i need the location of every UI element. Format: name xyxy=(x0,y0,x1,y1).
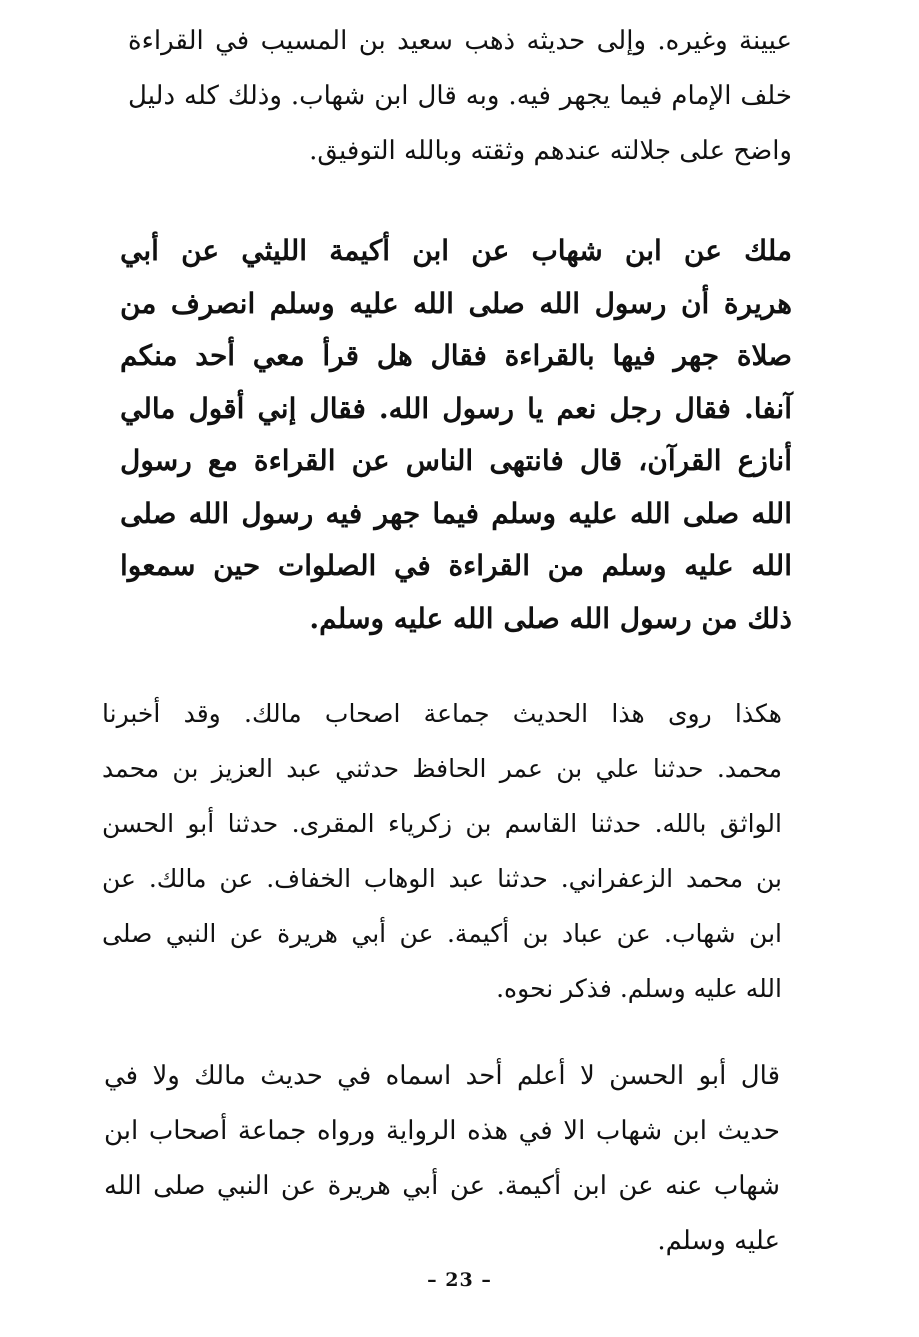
text-line: ذلك من رسول الله صلى الله عليه وسلم. xyxy=(309,601,792,635)
text-line: صلاة جهر فيها بالقراءة فقال هل قرأ معي أحد منكم xyxy=(120,339,792,372)
text-line: بن محمد الزعفراني. حدثنا عبد الوهاب الخفاف. عن مالك. عن xyxy=(102,864,782,893)
page-number: – 23 – xyxy=(427,1269,492,1291)
text-line: عليه وسلم. xyxy=(657,1226,780,1256)
paragraph-hadith-text xyxy=(120,225,792,645)
paragraph-isnad-chain xyxy=(102,686,782,1016)
text-line: أنازع القرآن، قال فانتهى الناس عن القراءة مع رسول xyxy=(120,444,792,477)
text-line: الله عليه وسلم. فذكر نحوه. xyxy=(496,974,782,1003)
text-line: عيينة وغيره. وإلى حديثه ذهب سعيد بن المسيب في القراءة xyxy=(128,26,792,56)
text-line: واضح على جلالته عندهم وثقته وبالله التوفيق. xyxy=(309,136,792,166)
text-line: آنفا. فقال رجل نعم يا رسول الله. فقال إني أقول مالي xyxy=(120,391,792,425)
text-line: قال أبو الحسن لا أعلم أحد اسماه في حديث مالك ولا في xyxy=(104,1061,780,1091)
text-line: شهاب عنه عن ابن أكيمة. عن أبي هريرة عن النبي صلى الله xyxy=(104,1171,780,1201)
text-line: هريرة أن رسول الله صلى الله عليه وسلم انصرف من xyxy=(120,286,792,320)
text-line: حديث ابن شهاب الا في هذه الرواية ورواه جماعة أصحاب ابن xyxy=(104,1116,780,1146)
text-line: ملك عن ابن شهاب عن ابن أكيمة الليثي عن أبي xyxy=(120,234,792,267)
text-line: هكذا روى هذا الحديث جماعة اصحاب مالك. وقد أخبرنا xyxy=(102,699,782,728)
text-line: خلف الإمام فيما يجهر فيه. وبه قال ابن شهاب. وذلك كله دليل xyxy=(128,81,792,111)
text-line: محمد. حدثنا علي بن عمر الحافظ حدثني عبد العزيز بن محمد xyxy=(102,754,782,783)
text-line: الله صلى الله عليه وسلم فيما جهر فيه رسول الله صلى xyxy=(120,496,792,530)
paragraph-abu-al-hasan-note xyxy=(104,1049,780,1269)
text-line: الواثق بالله. حدثنا القاسم بن زكرياء المقرى. حدثنا أبو الحسن xyxy=(102,809,782,838)
text-line: الله عليه وسلم من القراءة في الصلوات حين سمعوا xyxy=(120,549,792,582)
paragraph-commentary-intro xyxy=(128,14,792,179)
text-line: ابن شهاب. عن عباد بن أكيمة. عن أبي هريرة عن النبي صلى xyxy=(102,919,782,948)
